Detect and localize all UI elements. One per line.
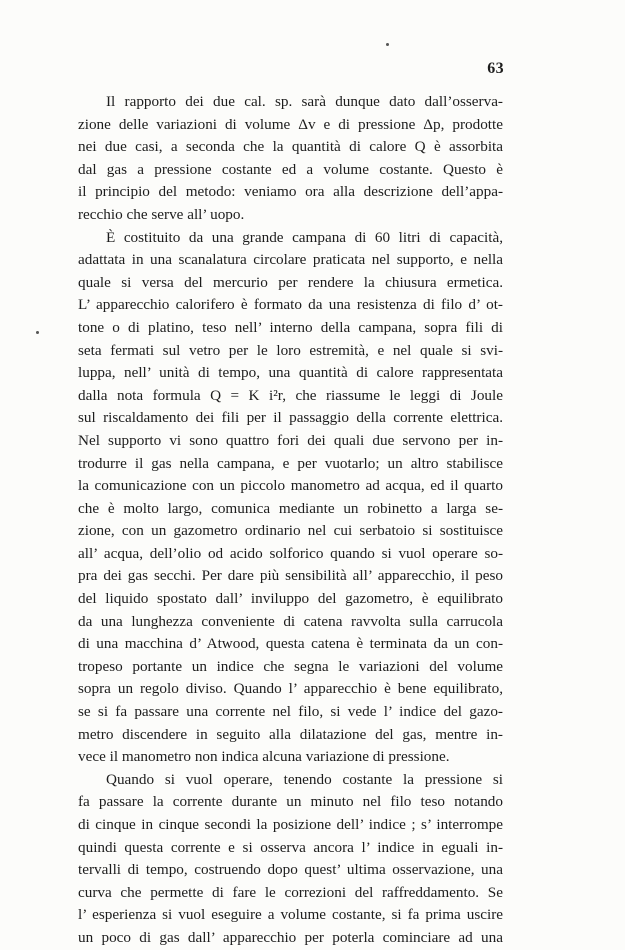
text-line: il principio del metodo: veniamo ora alla descrizione dell’appa- [78, 183, 503, 201]
text-line: fa passare la corrente durante un minuto nel filo teso notando [78, 793, 503, 811]
text-line: all’ acqua, dell’olio od acido solforico quando si vuol operare so- [78, 544, 503, 562]
print-speck [386, 43, 389, 46]
text-line: pra dei gas secchi. Per dare più sensibilità all’ apparecchio, il peso [78, 567, 503, 585]
text-line: Il rapporto dei due cal. sp. sarà dunque dato dall’osserva- [106, 93, 503, 110]
text-line: vece il manometro non indica alcuna variazione di pressione. [78, 748, 450, 766]
text-line: sul riscaldamento dei fili per il passaggio della corrente elettrica. [78, 409, 503, 427]
text-line: di cinque in cinque secondi la posizione dell’ indice ; s’ interrompe [78, 816, 503, 833]
text-line: luppa, nell’ unità di tempo, una quantità di calore rappresentata [78, 364, 503, 382]
body-text [78, 91, 503, 950]
text-line: zione delle variazioni di volume Δv e di pressione Δp, prodotte [78, 115, 503, 133]
text-line: da una lunghezza conveniente di catena ravvolta sulla carrucola [78, 612, 503, 630]
text-line: se si fa passare una corrente nel filo, si vede l’ indice del gazo- [78, 703, 503, 721]
text-line: dal gas a pressione costante ed a volume costante. Questo è [78, 160, 503, 178]
text-line: che è molto largo, comunica mediante un robinetto a larga se- [78, 499, 503, 517]
text-line: nei due casi, a seconda che la quantità di calore Q è assorbita [78, 138, 503, 156]
text-line: L’ apparecchio calorifero è formato da una resistenza di filo d’ ot- [78, 296, 503, 314]
text-line: tone o di platino, teso nell’ interno della campana, sopra fili di [78, 318, 503, 336]
text-line: curva che permette di fare le correzioni del raffreddamento. Se [78, 883, 503, 901]
page-number: 63 [487, 60, 504, 77]
text-line: sopra un regolo diviso. Quando l’ apparecchio è bene equilibrato, [78, 680, 503, 698]
text-line: la comunicazione con un piccolo manometro ad acqua, ed il quarto [78, 477, 503, 495]
text-line: zione, con un gazometro ordinario nel cui serbatoio si sostituisce [78, 522, 503, 540]
text-line: seta fermati sul vetro per le loro estremità, e nel quale si svi- [78, 341, 503, 359]
text-line: È costituito da una grande campana di 60 litri di capacità, [106, 228, 503, 246]
text-line: Nel supporto vi sono quattro fori dei quali due servono per in- [78, 431, 503, 449]
text-line: recchio che serve all’ uopo. [78, 205, 245, 223]
text-line: dalla nota formula Q = K i²r, che riassume le leggi di Joule [78, 386, 503, 404]
margin-speck [36, 331, 39, 334]
text-line: quale si versa del mercurio per rendere la chiusura ermetica. [78, 273, 503, 291]
text-line: tervalli di tempo, costruendo dopo quest’ ultima osservazione, una [78, 861, 503, 879]
text-line: del liquido spostato dall’ inviluppo del gazometro, è equilibrato [78, 590, 503, 608]
text-line: trodurre il gas nella campana, e per vuotarlo; un altro stabilisce [78, 454, 503, 472]
text-line: l’ esperienza si vuol eseguire a volume costante, si fa prima uscire [78, 906, 503, 924]
text-line: un poco di gas dall’ apparecchio per poterla cominciare ad una [78, 928, 503, 946]
text-line: tropeso portante un indice che segna le variazioni del volume [78, 657, 503, 675]
text-line: di una macchina d’ Atwood, questa catena è terminata da un con- [78, 635, 503, 653]
text-line: Quando si vuol operare, tenendo costante la pressione si [106, 770, 503, 788]
text-line: metro discendere in seguito alla dilatazione del gas, mentre in- [78, 725, 503, 743]
text-line: quindi questa corrente e si osserva ancora l’ indice in eguali in- [78, 838, 503, 856]
text-line: adattata in una scanalatura circolare praticata nel supporto, e nella [78, 251, 503, 269]
